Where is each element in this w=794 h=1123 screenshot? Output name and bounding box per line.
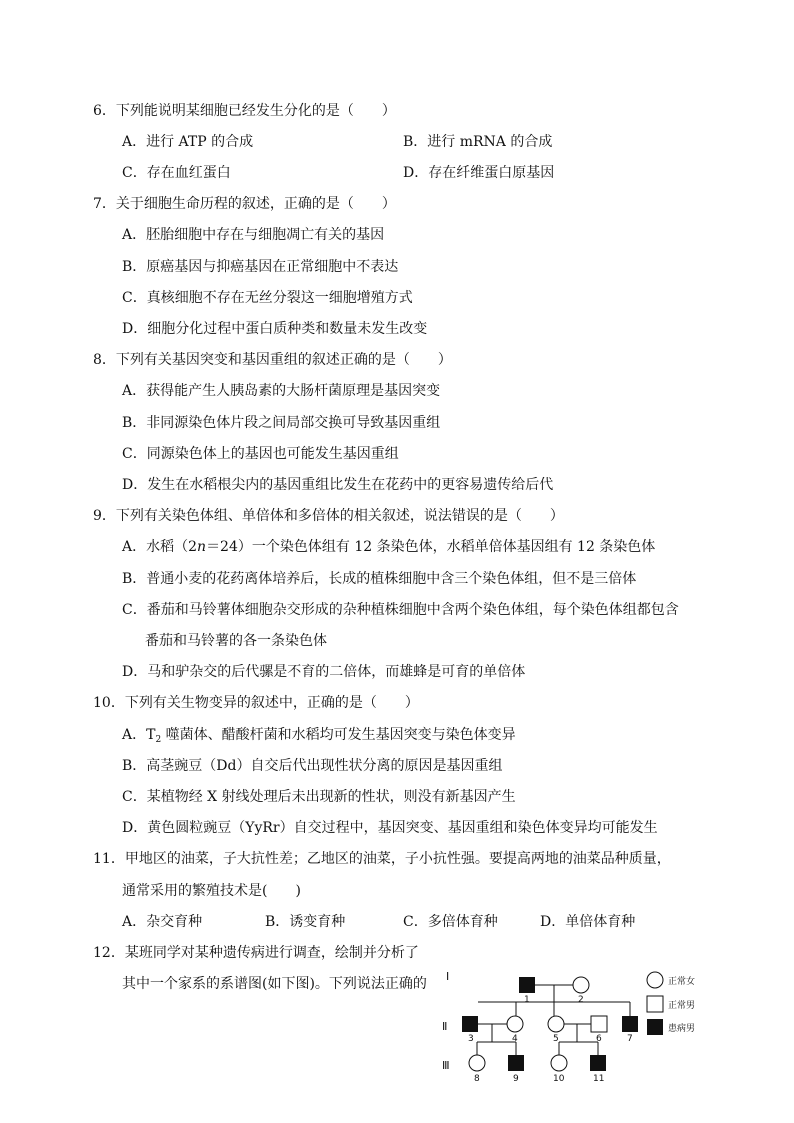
q6-stem: 6．下列能说明某细胞已经发生分化的是（ ） (93, 103, 396, 119)
q11-option-b: B．诱变育种 (265, 914, 346, 930)
q9-option-d: D．马和驴杂交的后代骡是不育的二倍体，而雄蜂是可育的单倍体 (122, 664, 526, 680)
label-6: 6 (596, 1034, 602, 1044)
q10-option-a: A．$T_2$ 噬菌体、醋酸杆菌和水稻均可发生基因突变与染色体变异 (122, 727, 516, 745)
legend-affected-male: 患病男 (668, 1024, 696, 1034)
legend-normal-male-symbol (647, 996, 663, 1012)
q6-option-a: A．进行 ATP 的合成 (122, 134, 254, 150)
label-7: 7 (627, 1034, 633, 1044)
q11-stem-cont: 通常采用的繁殖技术是( ) (122, 883, 301, 899)
q6-option-c: C．存在血红蛋白 (122, 165, 231, 181)
q8-stem: 8．下列有关基因突变和基因重组的叙述正确的是（ ） (93, 352, 452, 368)
q10-option-c: C．某植物经 X 射线处理后未出现新的性状，则没有新基因产生 (122, 789, 516, 805)
individual-11-affected-male (590, 1055, 606, 1071)
individual-10-normal-female (551, 1055, 567, 1071)
q7-option-b: B．原癌基因与抑癌基因在正常细胞中不表达 (122, 259, 399, 275)
legend-normal-female-symbol (647, 972, 663, 988)
q12-stem: 12．某班同学对某种遗传病进行调查，绘制并分析了 (93, 945, 419, 961)
q7-option-c: C．真核细胞不存在无丝分裂这一细胞增殖方式 (122, 290, 413, 306)
q11-stem: 11．甲地区的油菜，子大抗性差；乙地区的油菜，子小抗性强。要提高两地的油菜品种质量， (93, 851, 671, 867)
label-4: 4 (512, 1034, 518, 1044)
label-10: 10 (553, 1074, 565, 1084)
legend-affected-male-symbol (647, 1019, 663, 1035)
label-8: 8 (474, 1074, 480, 1084)
q11-option-d: D．单倍体育种 (540, 914, 636, 930)
label-1: 1 (524, 995, 530, 1005)
label-9: 9 (513, 1074, 519, 1084)
q8-option-a: A．获得能产生人胰岛素的大肠杆菌原理是基因突变 (122, 383, 441, 399)
pedigree-chart (440, 968, 740, 1098)
legend-normal-female: 正常女 (668, 977, 696, 987)
label-5: 5 (553, 1034, 559, 1044)
individual-5-normal-female (548, 1016, 564, 1032)
label-2: 2 (578, 995, 584, 1005)
q10-option-d: D．黄色圆粒豌豆（YyRr）自交过程中，基因突变、基因重组和染色体变异均可能发生 (122, 820, 658, 836)
individual-2-normal-female (573, 977, 589, 993)
q11-option-a: A．杂交育种 (122, 914, 203, 930)
q10-stem: 10．下列有关生物变异的叙述中，正确的是（ ） (93, 695, 419, 711)
individual-1-affected-male (519, 977, 535, 993)
q6-option-d: D．存在纤维蛋白原基因 (403, 165, 555, 181)
q9-option-c: C．番茄和马铃薯体细胞杂交形成的杂种植株细胞中含两个染色体组，每个染色体组都包含 (122, 602, 679, 618)
q9-stem: 9．下列有关染色体组、单倍体和多倍体的相关叙述，说法错误的是（ ） (93, 508, 564, 524)
q7-option-d: D．细胞分化过程中蛋白质种类和数量未发生改变 (122, 321, 428, 337)
q8-option-b: B．非同源染色体片段之间局部交换可导致基因重组 (122, 415, 441, 431)
q12-stem-cont: 其中一个家系的系谱图(如下图)。下列说法正确的 (122, 976, 427, 992)
q6-option-b: B．进行 mRNA 的合成 (403, 134, 553, 150)
individual-6-normal-male (591, 1016, 607, 1032)
q9-option-c-cont: 番茄和马铃薯的各一条染色体 (145, 633, 327, 649)
q7-option-a: A．胚胎细胞中存在与细胞凋亡有关的基因 (122, 227, 385, 243)
label-11: 11 (593, 1074, 605, 1084)
individual-8-normal-female (469, 1055, 485, 1071)
label-3: 3 (468, 1034, 474, 1044)
generation-3-label: Ⅲ (442, 1059, 450, 1072)
individual-3-affected-male (462, 1016, 478, 1032)
q8-option-c: C．同源染色体上的基因也可能发生基因重组 (122, 446, 399, 462)
q7-stem: 7．关于细胞生命历程的叙述，正确的是（ ） (93, 196, 396, 212)
q9-option-b: B．普通小麦的花药离体培养后，长成的植株细胞中含三个染色体组，但不是三倍体 (122, 571, 637, 587)
q11-option-c: C．多倍体育种 (403, 914, 498, 930)
individual-9-affected-male (508, 1055, 524, 1071)
q9-option-a: A．水稻（2n＝24）一个染色体组有 12 条染色体，水稻单倍体基因组有 12 条染色体 (122, 539, 656, 555)
individual-4-normal-female (507, 1016, 523, 1032)
q8-option-d: D．发生在水稻根尖内的基因重组比发生在花药中的更容易遗传给后代 (122, 477, 554, 493)
generation-2-label: Ⅱ (442, 1020, 448, 1033)
generation-1-label: I (446, 970, 450, 983)
q10-option-b: B．高茎豌豆（Dd）自交后代出现性状分离的原因是基因重组 (122, 758, 503, 774)
individual-7-affected-male (622, 1016, 638, 1032)
legend-normal-male: 正常男 (668, 1001, 696, 1011)
